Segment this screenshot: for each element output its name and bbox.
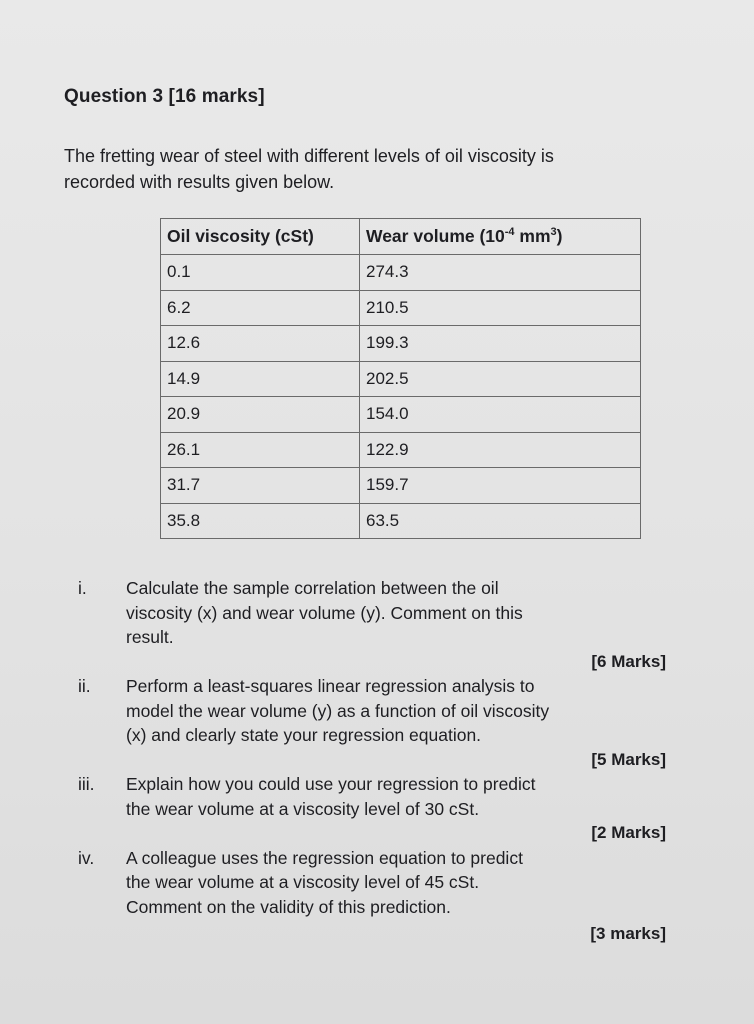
cell-viscosity: 31.7 xyxy=(161,468,360,504)
sub-question-iii xyxy=(78,772,678,846)
intro-line: The fretting wear of steel with different levels of oil viscosity is xyxy=(64,146,554,166)
table-row xyxy=(161,397,641,433)
cell-wear: 63.5 xyxy=(360,503,641,539)
question-line: the wear volume at a viscosity level of 45 cSt. xyxy=(126,872,480,892)
cell-viscosity: 12.6 xyxy=(161,326,360,362)
cell-viscosity: 6.2 xyxy=(161,290,360,326)
marks-label: [5 Marks] xyxy=(591,749,666,769)
question-text xyxy=(126,576,678,650)
question-line: viscosity (x) and wear volume (y). Comment on this xyxy=(126,602,523,623)
cell-wear: 274.3 xyxy=(360,255,641,291)
table-row xyxy=(161,255,641,291)
question-number: ii. xyxy=(78,676,91,696)
marks-label: [2 Marks] xyxy=(591,823,666,842)
table-row xyxy=(161,290,641,326)
cell-viscosity: 14.9 xyxy=(161,361,360,397)
question-line: Perform a least-squares linear regression analysis to xyxy=(126,676,535,696)
question-line: result. xyxy=(126,627,174,647)
question-line: (x) and clearly state your regression equation. xyxy=(126,725,482,745)
cell-viscosity: 20.9 xyxy=(161,397,360,433)
cell-viscosity: 0.1 xyxy=(161,255,360,291)
question-line: Calculate the sample correlation between the oil xyxy=(126,578,499,598)
question-line: model the wear volume (y) as a function of oil viscosity xyxy=(126,700,550,721)
sub-question-i xyxy=(78,576,678,674)
sub-question-iv xyxy=(78,846,678,947)
cell-viscosity: 26.1 xyxy=(161,432,360,468)
question-line: A colleague uses the regression equation to predict xyxy=(126,847,523,868)
data-table xyxy=(160,218,641,539)
intro-paragraph xyxy=(64,143,704,195)
table-row xyxy=(161,432,641,468)
cell-wear: 154.0 xyxy=(360,397,641,433)
sub-questions xyxy=(78,576,678,947)
question-line: Explain how you could use your regression to predict xyxy=(126,774,536,794)
table-row xyxy=(161,468,641,504)
question-number: iv. xyxy=(78,847,95,868)
table-row xyxy=(161,361,641,397)
cell-wear: 159.7 xyxy=(360,468,641,504)
table-header-row xyxy=(161,219,641,255)
question-text xyxy=(126,846,678,920)
marks-label: [3 marks] xyxy=(590,924,666,943)
intro-line: recorded with results given below. xyxy=(64,172,335,192)
table-row xyxy=(161,326,641,362)
cell-wear: 122.9 xyxy=(360,432,641,468)
question-line: the wear volume at a viscosity level of 30 cSt. xyxy=(126,798,480,819)
question-number: iii. xyxy=(78,774,95,794)
header-oil-viscosity: Oil viscosity (cSt) xyxy=(161,219,360,255)
cell-wear: 210.5 xyxy=(360,290,641,326)
question-text xyxy=(126,772,678,821)
cell-viscosity: 35.8 xyxy=(161,503,360,539)
marks-label: [6 Marks] xyxy=(591,651,666,671)
question-number: i. xyxy=(78,578,87,598)
cell-wear: 202.5 xyxy=(360,361,641,397)
question-title: Question 3 [16 marks] xyxy=(64,86,265,107)
cell-wear: 199.3 xyxy=(360,326,641,362)
header-wear-volume: Wear volume ($10^{-4}$ $mm^3$) xyxy=(360,219,641,255)
question-line: Comment on the validity of this prediction. xyxy=(126,896,451,917)
table-row xyxy=(161,503,641,539)
question-text xyxy=(126,674,678,748)
sub-question-ii xyxy=(78,674,678,772)
